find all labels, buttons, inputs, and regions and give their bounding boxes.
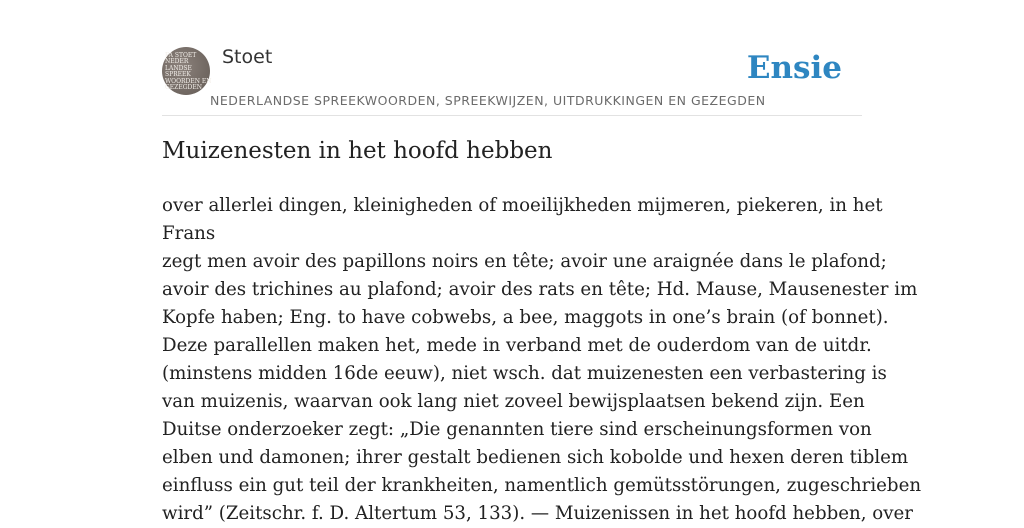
- entry-body-line: avoir des trichines au plafond; avoir des rats en tête; Hd. Mause, Mausenester im: [162, 279, 918, 300]
- entry-body-line: Kopfe haben; Eng. to have cobwebs, a bee, maggots in one’s brain (of bonnet).: [162, 307, 889, 328]
- entry-body-line: (minstens midden 16de eeuw), niet wsch. dat muizenesten een verbastering is: [162, 363, 887, 384]
- entry-body-line: Frans: [162, 223, 216, 244]
- entry-body-line: van muizenis, waarvan ook lang niet zoveel bewijsplaatsen bekend zijn. Een: [162, 391, 865, 412]
- avatar-book-cover-text: FA STOET NEDER LANDSE SPREEK WOORDEN EN GEZEGDEN: [165, 52, 212, 92]
- source-name[interactable]: Stoet: [222, 46, 273, 68]
- entry-body-line: zegt men avoir des papillons noirs en tête; avoir une araignée dans le plafond;: [162, 251, 887, 272]
- source-header: [162, 46, 862, 116]
- header-divider: [162, 115, 862, 116]
- entry-body-line: Duitse onderzoeker zegt: „Die genannten tiere sind erscheinungsformen von: [162, 419, 872, 440]
- entry-body-line: elben und damonen; ihrer gestalt bedienen sich kobolde und hexen deren tiblem: [162, 447, 909, 468]
- entry-body-line: einfluss ein gut teil der krankheiten, namentlich gemütsstörungen, zugeschrieben: [162, 475, 922, 496]
- source-subtitle: NEDERLANDSE SPREEKWOORDEN, SPREEKWIJZEN, UITDRUKKINGEN EN GEZEGDEN: [210, 93, 766, 108]
- entry-body-line: Deze parallellen maken het, mede in verband met de ouderdom van de uitdr.: [162, 335, 872, 356]
- source-avatar[interactable]: [162, 47, 210, 95]
- entry-body-line: wird” (Zeitschr. f. D. Altertum 53, 133). — Muizenissen in het hoofd hebben, over: [162, 503, 913, 524]
- entry-body: [162, 192, 922, 528]
- entry-body-line: over allerlei dingen, kleinigheden of moeilijkheden mijmeren, piekeren, in het: [162, 195, 883, 216]
- entry-title: Muizenesten in het hoofd hebben: [162, 138, 553, 164]
- ensie-logo[interactable]: Ensie: [746, 50, 842, 86]
